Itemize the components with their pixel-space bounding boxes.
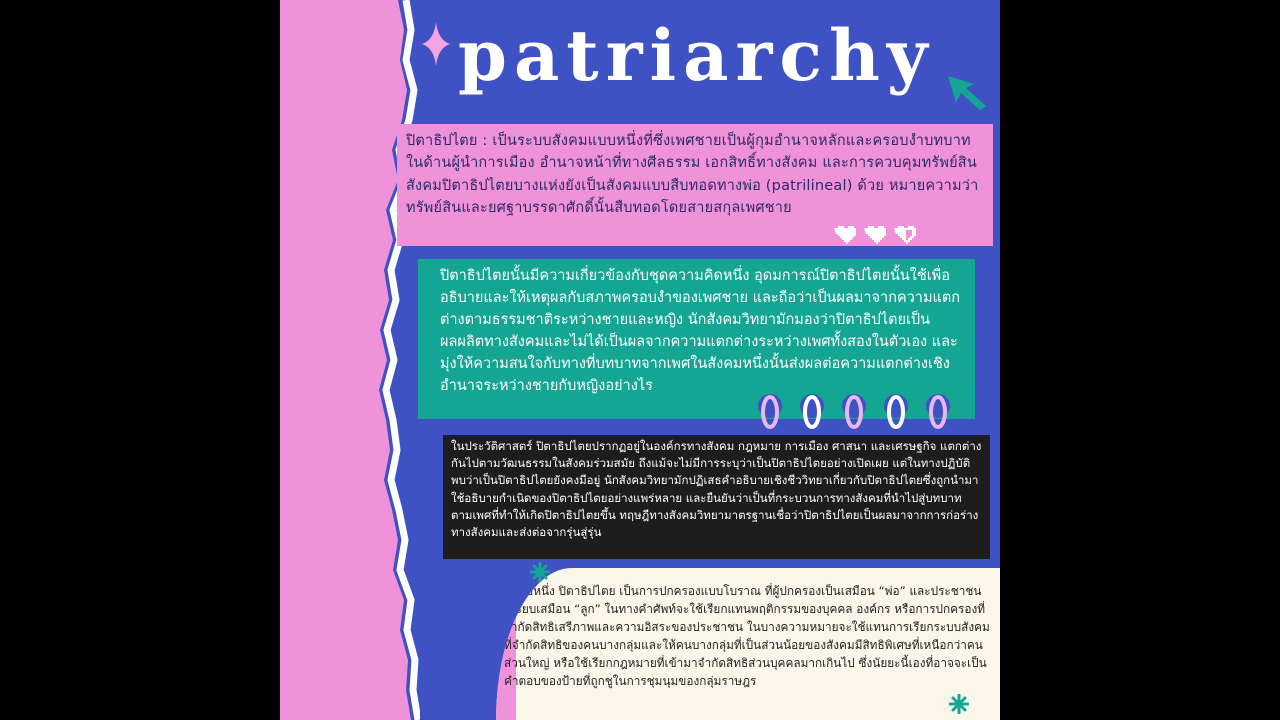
history-text: ในประวัติศาสตร์ ปิตาธิปไตยปรากฏอยู่ในองค์กรทางสังคม กฎหมาย การเมือง ศาสนา และเศรษฐกิจ แตกต่างกันไปตามวัฒนธรรมในสังคมร่วมสมัย ถึงแม้จะไม่มีการระบุว่าเป็นปิตาธิปไตยอย่างเปิดเผย แต่ในทางปฏิบัติพบว่าเป็นปิตาธิปไตยยังคงมีอยู่ นักสังคมวิทยามักปฏิเสธคำอธิบายเชิงชีววิทยาเกี่ยวกับปิตาธิปไตยซึ่งถูกนำมาใช้อธิบายกำเนิดของปิตาธิปไตยอย่างแพร่หลาย และยืนยันว่าเป็นที่กระบวนการทางสังคมที่นำไปสู่บทบาทตามเพศที่ทำให้เกิดปิตาธิปไตยขึ้น ทฤษฎีทางสังคมวิทยามาตรฐานเชื่อว่าปิตาธิปไตยเป็นผลมาจากการก่อร่างทางสังคมและส่งต่อจากรุ่นสู่รุ่น	[451, 439, 982, 540]
pixel-heart-icon	[832, 222, 922, 246]
binder-ring-icon	[750, 392, 950, 432]
asterisk-star-icon	[530, 562, 550, 582]
ideology-text: ปิตาธิปไตยนั้นมีความเกี่ยวข้องกับชุดความคิดหนึ่ง อุดมการณ์ปิตาธิปไตยนั้นใช้เพื่ออธิบายและให้เหตุผลกับสภาพครอบงำของเพศชาย และถือว่าเป็นผลมาจากความแตกต่างตามธรรมชาติระหว่างชายและหญิง นักสังคมวิทยามักมองว่าปิตาธิปไตยเป็นผลผลิตทางสังคมและไม่ได้เป็นผลจากความแตกต่างระหว่างเพศทั้งสองในตัวเอง และมุ่งให้ความสนใจกับทางที่บทบาทจากเพศในสังคมหนึ่งนั้นส่งผลต่อความแตกต่างเชิงอำนาจระหว่างชายกับหญิงอย่างไร	[440, 268, 961, 394]
sparkle-icon	[422, 22, 450, 66]
cursor-arrow-icon	[944, 72, 992, 112]
meaning-box	[496, 568, 1000, 720]
asterisk-star-icon	[949, 694, 969, 714]
poster-title: patriarchy	[458, 14, 935, 97]
poster	[280, 0, 1000, 720]
definition-text: ปิตาธิปไตย : เป็นระบบสังคมแบบหนึ่งที่ซึ่งเพศชายเป็นผู้กุมอำนาจหลักและครอบงำบทบาทในด้านผู้นำการเมือง อำนาจหน้าที่ทางศีลธรรม เอกสิทธิ์ทางสังคม และการควบคุมทรัพย์สิน สังคมปิตาธิปไตยบางแห่งยังเป็นสังคมแบบสืบทอดทางพ่อ (patrilineal) ด้วย หมายความว่า ทรัพย์สินและยศฐาบรรดาศักดิ์นั้นสืบทอดโดยสายสกุลเพศชาย	[406, 133, 979, 217]
meaning-text: อีกนัยหนึ่ง ปิตาธิปไตย เป็นการปกครองแบบโบราณ ที่ผู้ปกครองเป็นเสมือน “พ่อ” และประชาชนเปรียบเสมือน “ลูก” ในทางคำศัพท์จะใช้เรียกแทนพฤติกรรมของบุคคล องค์กร หรือการปกครองที่จำกัดสิทธิเสรีภาพและความอิสระของประชาชน ในบางความหมายจะใช้แทนการเรียกระบบสังคมที่จำกัดสิทธิของคนบางกลุ่มและให้คนบางกลุ่มที่เป็นส่วนน้อยของสังคมมีสิทธิพิเศษที่เหนือกว่าคนส่วนใหญ่ หรือใช้เรียกกฎหมายที่เข้ามาจำกัดสิทธิส่วนบุคคลมากเกินไป ซึ่งนัยยะนี้เองที่อาจจะเป็นคำตอบของป้ายที่ถูกชูในการชุมนุมของกลุ่มราษฎร	[504, 584, 990, 689]
history-box	[443, 435, 990, 559]
torn-paper-strip	[280, 0, 420, 720]
